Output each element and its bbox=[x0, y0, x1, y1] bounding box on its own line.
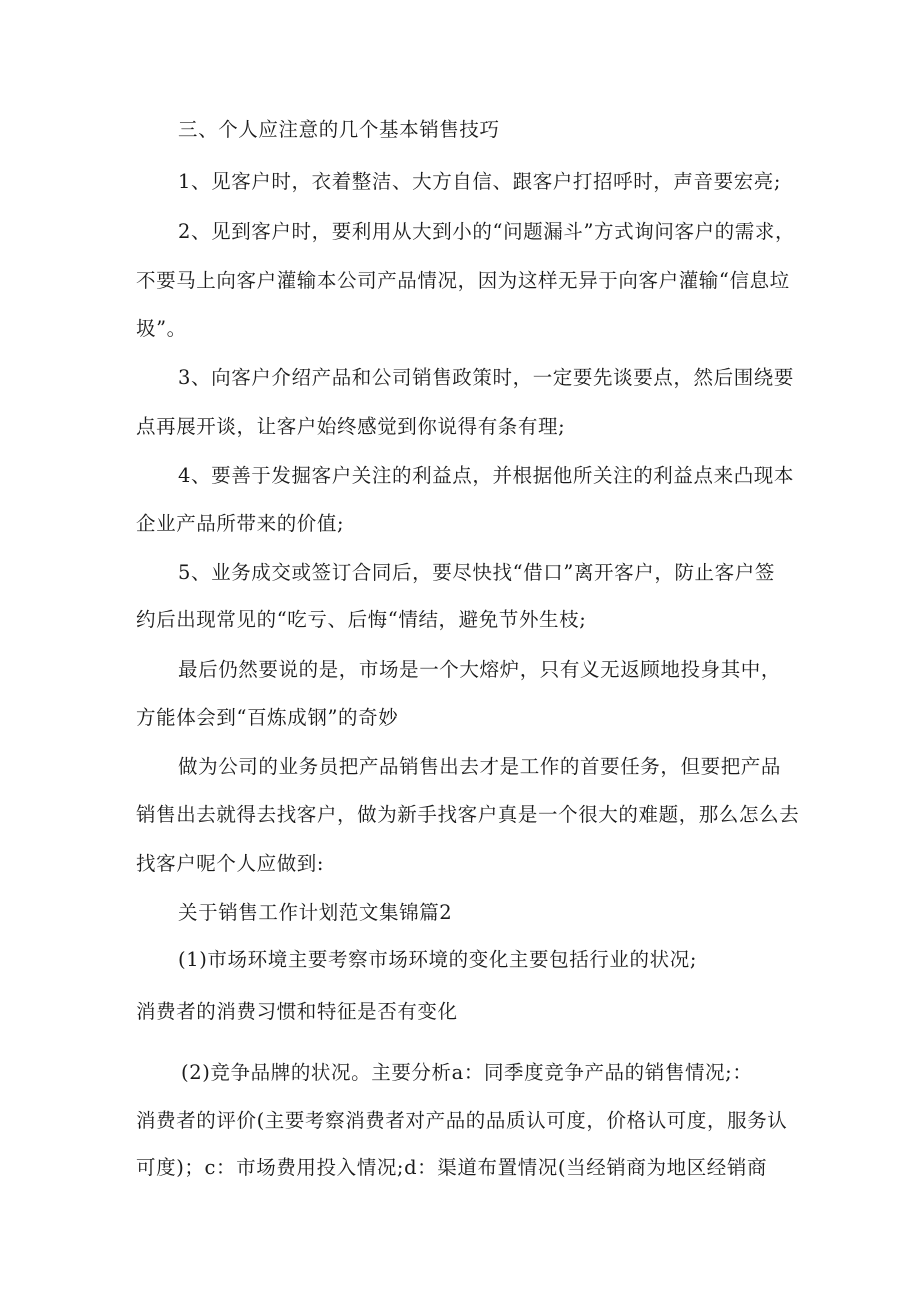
paragraph-line: 圾”。 bbox=[136, 317, 187, 340]
section-heading: 三、个人应注意的几个基本销售技巧 bbox=[178, 118, 500, 141]
paragraph-line: 企业产品所带来的价值; bbox=[136, 512, 345, 535]
paragraph-line: 消费者的评价(主要考察消费者对产品的品质认可度，价格认可度，服务认 bbox=[136, 1109, 788, 1132]
paragraph-line: 销售出去就得去找客户，做为新手找客户真是一个很大的难题，那么怎么去 bbox=[136, 803, 800, 826]
paragraph-line: 2、见到客户时，要利用从大到小的“问题漏斗”方式询问客户的需求， bbox=[178, 220, 796, 243]
paragraph-line: (1)市场环境主要考察市场环境的变化主要包括行业的状况; bbox=[178, 948, 697, 971]
paragraph-line: 做为公司的业务员把产品销售出去才是工作的首要任务，但要把产品 bbox=[178, 755, 782, 778]
paragraph-line: 最后仍然要说的是，市场是一个大熔炉，只有义无返顾地投身其中， bbox=[178, 658, 782, 681]
paragraph-line: 找客户呢个人应做到: bbox=[136, 852, 325, 875]
paragraph-line: 1、见客户时，衣着整洁、大方自信、跟客户打招呼时，声音要宏亮; bbox=[178, 170, 782, 193]
paragraph-line: 点再展开谈，让客户始终感觉到你说得有条有理; bbox=[136, 415, 566, 438]
paragraph-line: 约后出现常见的“吃亏、后悔“情结，避免节外生枝; bbox=[136, 608, 587, 631]
section-heading: 关于销售工作计划范文集锦篇2 bbox=[178, 901, 453, 924]
paragraph-line: 不要马上向客户灌输本公司产品情况，因为这样无异于向客户灌输“信息垃 bbox=[136, 269, 790, 292]
paragraph-line: 方能体会到“百炼成钢”的奇妙 bbox=[136, 706, 399, 729]
paragraph-line: 4、要善于发掘客户关注的利益点，并根据他所关注的利益点来凸现本 bbox=[178, 464, 795, 487]
paragraph-line: 3、向客户介绍产品和公司销售政策时，一定要先谈要点，然后围绕要 bbox=[178, 366, 795, 389]
paragraph-line: 可度)；c：市场费用投入情况;d：渠道布置情况(当经销商为地区经销商 bbox=[136, 1156, 768, 1179]
paragraph-line: (2)竞争品牌的状况。主要分析a：同季度竞争产品的销售情况;： bbox=[181, 1061, 753, 1084]
paragraph-line: 5、业务成交或签订合同后，要尽快找“借口”离开客户，防止客户签 bbox=[178, 561, 775, 584]
paragraph-line: 消费者的消费习惯和特征是否有变化 bbox=[136, 1000, 458, 1023]
